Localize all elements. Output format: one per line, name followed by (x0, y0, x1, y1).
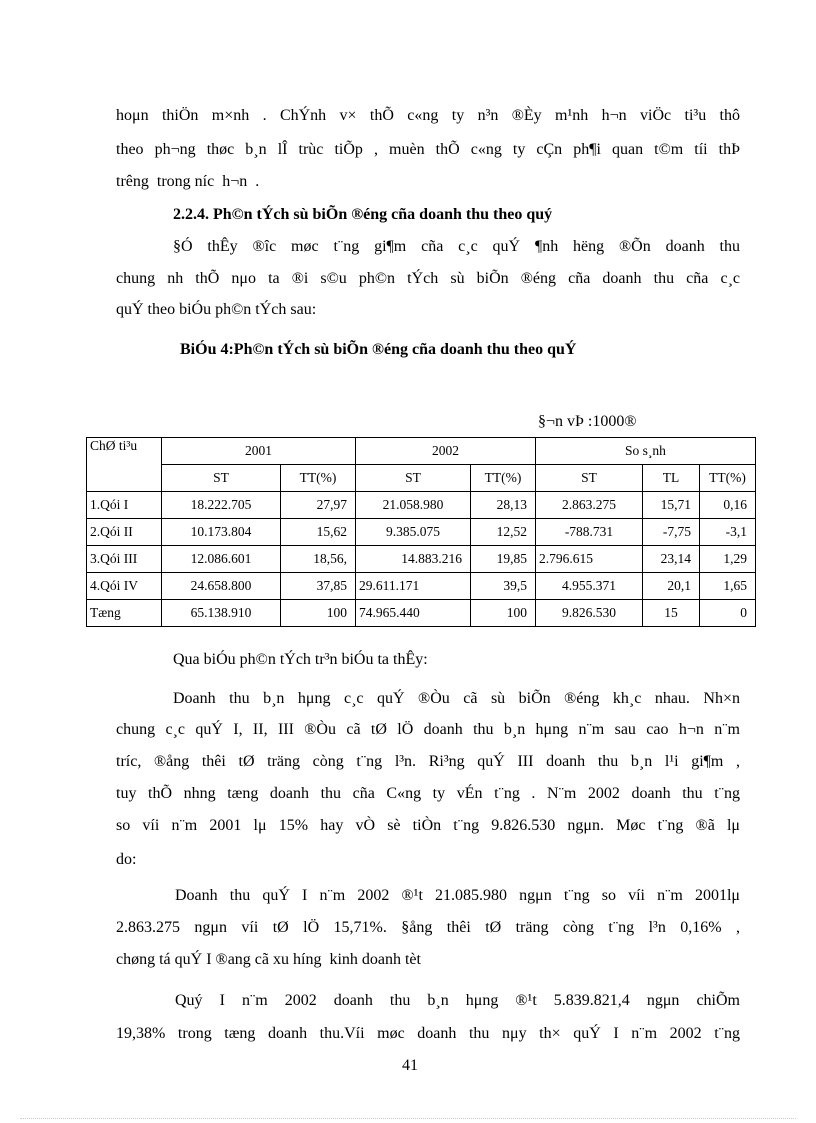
cell: 27,97 (281, 492, 356, 519)
paragraph-5-line-1: Doanh thu quÝ I n¨m 2002 ®¹t 21.085.980 ngμn t¨ng so víi n¨m 2001lμ (175, 887, 740, 904)
cell: 4.955.371 (536, 573, 643, 600)
paragraph-6-line-1: Quý I n¨m 2002 doanh thu b¸n hμng ®¹t 5.839.821,4 ngμn chiÕm (175, 992, 740, 1009)
cell: 12.086.601 (162, 546, 281, 573)
header-tt-2001: TT(%) (281, 465, 356, 492)
table-row (87, 546, 756, 573)
paragraph-1-line-1: hoμn thiÖn m×nh . ChÝnh v× thÕ c«ng ty n³n ®Èy m¹nh h¬n viÖc ti³u thô (116, 107, 740, 124)
paragraph-6-line-2: 19,38% trong tæng doanh thu.Víi møc doanh thu nμy th× quÝ I n¨m 2002 t¨ng (116, 1025, 740, 1042)
revenue-table (86, 437, 756, 627)
cell: 0,16 (700, 492, 756, 519)
paragraph-5-line-2: 2.863.275 ngμn víi tØ lÖ 15,71%. §ång thêi tØ träng còng t¨ng l³n 0,16% , (116, 919, 740, 936)
cell: 2.863.275 (536, 492, 643, 519)
page-number: 41 (402, 1057, 418, 1074)
table-row (87, 573, 756, 600)
paragraph-1-line-3: trêng trong níc h¬n . (116, 173, 260, 190)
cell: 15,71 (643, 492, 700, 519)
table-header-row-1 (87, 438, 756, 465)
cell: 1,29 (700, 546, 756, 573)
cell: 1.Qói I (87, 492, 162, 519)
cell: 65.138.910 (162, 600, 281, 627)
cell: 15 (643, 600, 700, 627)
cell: 18.222.705 (162, 492, 281, 519)
header-2002: 2002 (356, 438, 536, 465)
cell: -788.731 (536, 519, 643, 546)
paragraph-2-line-2: chung nh thÕ nμo ta ®i s©u ph©n tÝch sù biÕn ®éng cña doanh thu cña c¸c (116, 270, 740, 287)
header-st-2002: ST (356, 465, 471, 492)
cell: 74.965.440 (356, 600, 471, 627)
table-header-row-2 (87, 465, 756, 492)
header-tt-2002: TT(%) (471, 465, 536, 492)
cell: 19,85 (471, 546, 536, 573)
header-tl-compare: TL (643, 465, 700, 492)
header-st-2001: ST (162, 465, 281, 492)
cell: 14.883.216 (356, 546, 471, 573)
cell: 9.385.075 (356, 519, 471, 546)
page-bottom-divider (20, 1118, 796, 1119)
paragraph-4-line-4: tuy thÕ nhng tæng doanh thu cña C«ng ty vÉn t¨ng . N¨m 2002 doanh thu t¨ng (116, 785, 740, 802)
header-st-compare: ST (536, 465, 643, 492)
cell: 15,62 (281, 519, 356, 546)
cell: 4.Qói IV (87, 573, 162, 600)
cell: 23,14 (643, 546, 700, 573)
table-row (87, 600, 756, 627)
cell: 2.796.615 (536, 546, 643, 573)
paragraph-4-line-5: so víi n¨m 2001 lμ 15% hay vÒ sè tiÒn t¨ng 9.826.530 ngμn. Møc t¨ng ®ã lμ (116, 817, 740, 834)
cell: 2.Qói II (87, 519, 162, 546)
header-2001: 2001 (162, 438, 356, 465)
cell: -3,1 (700, 519, 756, 546)
cell: 1,65 (700, 573, 756, 600)
cell: 0 (700, 600, 756, 627)
cell: 29.611.171 (356, 573, 471, 600)
paragraph-4-line-2: chung c¸c quÝ I, II, III ®Òu cã tØ lÖ doanh thu b¸n hμng n¨m sau cao h¬n n¨m (116, 721, 740, 738)
cell: 20,1 (643, 573, 700, 600)
paragraph-1-line-2: theo ph¬ng thøc b¸n lÎ trùc tiÕp , muèn thÕ c«ng ty cÇn ph¶i quan t©m tíi thÞ (116, 141, 740, 158)
header-comparison: So s¸nh (536, 438, 756, 465)
cell: 100 (471, 600, 536, 627)
cell: 28,13 (471, 492, 536, 519)
table-row (87, 492, 756, 519)
header-tt-compare: TT(%) (700, 465, 756, 492)
paragraph-4-line-6: do: (116, 851, 137, 868)
cell: 39,5 (471, 573, 536, 600)
cell: -7,75 (643, 519, 700, 546)
cell: Tæng (87, 600, 162, 627)
paragraph-2-line-1: §Ó thÊy ®îc møc t¨ng gi¶m cña c¸c quÝ ¶nh hëng ®Õn doanh thu (173, 238, 740, 255)
paragraph-4-line-1: Doanh thu b¸n hμng c¸c quÝ ®Òu cã sù biÕn ®éng kh¸c nhau. Nh×n (173, 690, 740, 707)
paragraph-5-line-3: chøng tá quÝ I ®ang cã xu híng kinh doanh tèt (116, 951, 421, 968)
cell: 9.826.530 (536, 600, 643, 627)
paragraph-3: Qua biÓu ph©n tÝch tr³n biÓu ta thÊy: (173, 651, 428, 668)
cell: 12,52 (471, 519, 536, 546)
table-title: BiÓu 4:Ph©n tÝch sù biÕn ®éng cña doanh thu theo quÝ (180, 341, 577, 358)
unit-label: §¬n vÞ :1000® (538, 413, 637, 430)
cell: 10.173.804 (162, 519, 281, 546)
cell: 3.Qói III (87, 546, 162, 573)
paragraph-4-line-3: tríc, ®ång thêi tØ träng còng t¨ng l³n. Ri³ng quÝ III doanh thu b¸n l¹i gi¶m , (116, 753, 740, 770)
cell: 21.058.980 (356, 492, 471, 519)
cell: 37,85 (281, 573, 356, 600)
table-row (87, 519, 756, 546)
cell: 24.658.800 (162, 573, 281, 600)
header-indicator: ChØ ti³u (87, 438, 162, 492)
section-heading: 2.2.4. Ph©n tÝch sù biÕn ®éng cña doanh thu theo quý (173, 206, 553, 223)
paragraph-2-line-3: quÝ theo biÓu ph©n tÝch sau: (116, 301, 317, 318)
cell: 18,56, (281, 546, 356, 573)
cell: 100 (281, 600, 356, 627)
